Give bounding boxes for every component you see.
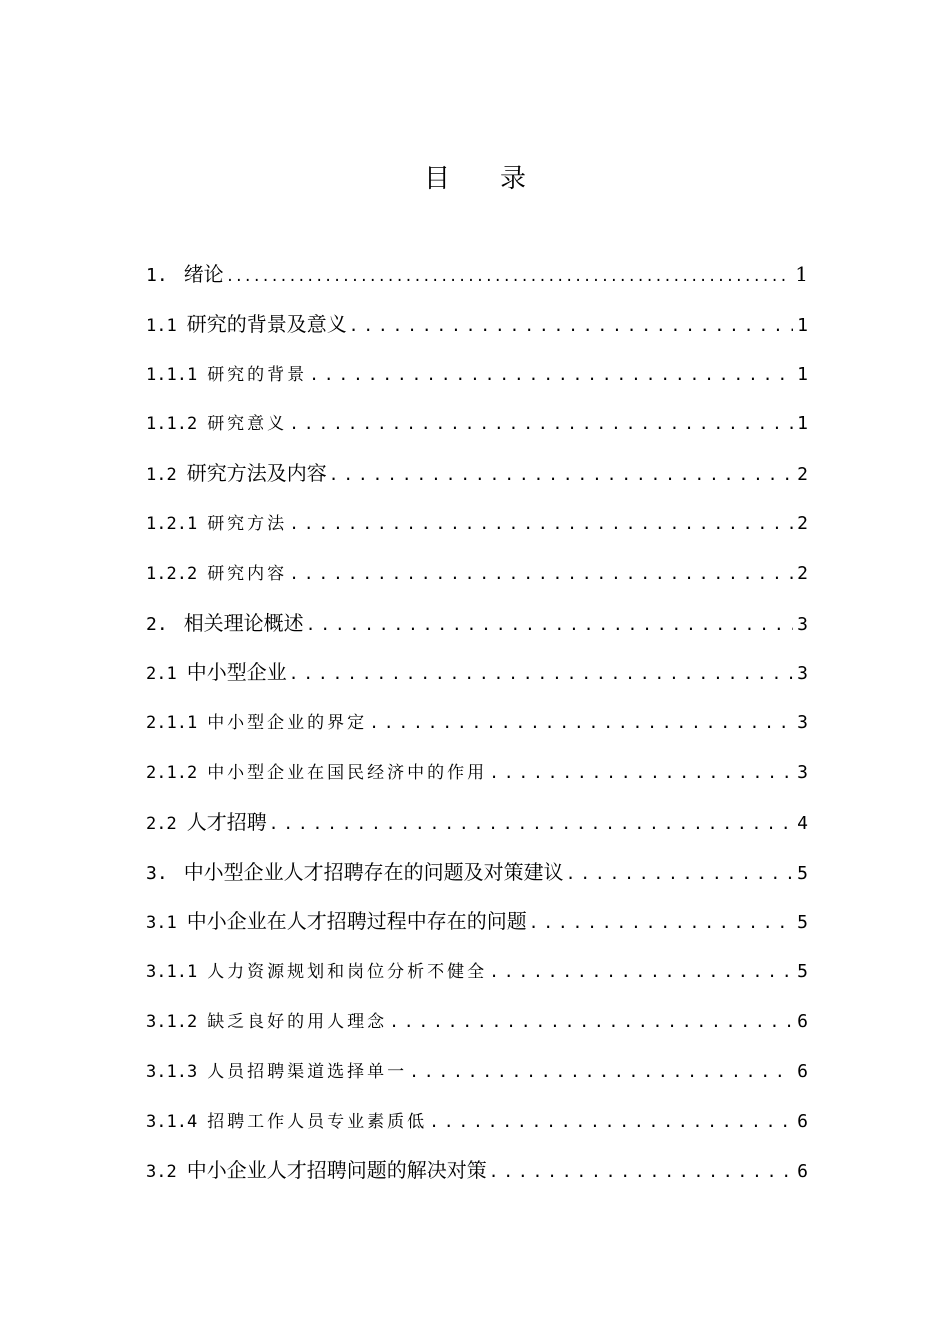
toc-entry-page-number: 1: [797, 363, 808, 385]
toc-entry-label: 人才招聘: [186, 809, 267, 834]
toc-entry-page-number: 3: [797, 761, 808, 783]
toc-entry-page-number: 2: [797, 512, 808, 534]
toc-entry-number: 2.1.2: [146, 762, 198, 783]
toc-entry-page-number: 3: [797, 613, 808, 635]
toc-dot-leader: [289, 549, 793, 599]
toc-entry-label: 研究内容: [207, 563, 288, 584]
toc-dot-leader: [349, 301, 793, 351]
toc-entry-label: 绪论: [183, 262, 224, 286]
toc-entry[interactable]: [146, 997, 808, 1047]
toc-dot-leader: [389, 997, 793, 1047]
toc-entry-number: 1.2.1: [146, 513, 198, 534]
toc-entry-number: 3.: [146, 862, 168, 884]
toc-entry-page-number: 5: [797, 912, 808, 934]
toc-entry-number: 3.2: [146, 1162, 177, 1183]
toc-entry-number: 1.2.2: [146, 563, 198, 584]
toc-entry-number: 3.1.3: [146, 1061, 198, 1082]
toc-dot-leader: [226, 253, 792, 303]
toc-entry-page-number: 5: [797, 862, 808, 884]
toc-dot-leader: [289, 399, 793, 449]
toc-heading-char-1: 目: [423, 164, 450, 194]
toc-entry-page-number: 4: [797, 812, 808, 834]
toc-entry[interactable]: [146, 449, 808, 499]
toc-dot-leader: [309, 350, 793, 400]
toc-entry-number: 1.: [146, 265, 168, 286]
toc-dot-leader: [409, 1047, 793, 1097]
toc-entry-label: 中小型企业的界定: [207, 713, 368, 734]
toc-list: [146, 250, 808, 1196]
toc-entry-number: 3.1.1: [146, 962, 198, 983]
toc-dot-leader: [369, 698, 793, 748]
toc-entry-number: 1.1.1: [146, 364, 198, 385]
toc-entry[interactable]: [146, 1047, 808, 1097]
toc-dot-leader: [529, 898, 793, 948]
toc-entry-number: 2.1: [146, 664, 177, 685]
toc-entry-number: 3.1: [146, 913, 177, 934]
toc-entry-label: 中小企业人才招聘问题的解决对策: [186, 1158, 487, 1183]
toc-entry-label: 相关理论概述: [183, 610, 304, 635]
toc-entry[interactable]: [146, 648, 808, 698]
toc-entry[interactable]: [146, 350, 808, 400]
toc-entry-label: 研究意义: [207, 414, 288, 435]
toc-dot-leader: [489, 947, 793, 997]
toc-entry-number: 2.: [146, 613, 168, 635]
toc-dot-leader: [289, 499, 793, 549]
toc-entry[interactable]: [146, 1097, 808, 1147]
toc-entry-label: 研究的背景: [207, 364, 308, 385]
toc-entry-page-number: 6: [797, 1010, 808, 1032]
toc-dot-leader: [489, 748, 793, 798]
toc-entry-label: 中小企业在人才招聘过程中存在的问题: [186, 909, 527, 934]
toc-entry[interactable]: [146, 1146, 808, 1196]
toc-entry-label: 中小型企业在国民经济中的作用: [207, 762, 488, 783]
toc-entry[interactable]: [146, 848, 808, 898]
toc-heading: [0, 158, 950, 195]
toc-dot-leader: [566, 849, 793, 899]
toc-entry-label: 研究方法及内容: [186, 461, 327, 486]
toc-dot-leader: [329, 450, 793, 500]
toc-entry-page-number: 1: [795, 262, 808, 286]
toc-entry-page-number: 5: [797, 961, 808, 983]
toc-entry[interactable]: [146, 399, 808, 449]
toc-dot-leader: [289, 649, 793, 699]
toc-entry[interactable]: [146, 947, 808, 997]
toc-entry-label: 中小型企业: [186, 660, 287, 685]
toc-dot-leader: [489, 1147, 793, 1197]
toc-entry[interactable]: [146, 798, 808, 848]
toc-entry-page-number: 2: [797, 562, 808, 584]
toc-entry-number: 1.2: [146, 465, 177, 486]
toc-dot-leader: [306, 600, 793, 650]
toc-entry-page-number: 3: [797, 712, 808, 734]
toc-entry-label: 招聘工作人员专业素质低: [207, 1111, 428, 1132]
toc-heading-char-2: 录: [500, 164, 527, 194]
toc-entry-label: 研究的背景及意义: [186, 311, 347, 336]
toc-entry[interactable]: [146, 599, 808, 649]
toc-entry-page-number: 6: [797, 1060, 808, 1082]
toc-entry[interactable]: [146, 897, 808, 947]
toc-entry-label: 缺乏良好的用人理念: [207, 1011, 388, 1032]
toc-entry-page-number: 6: [797, 1110, 808, 1132]
toc-entry-page-number: 1: [797, 314, 808, 336]
toc-entry[interactable]: [146, 250, 808, 300]
toc-entry-number: 3.1.4: [146, 1111, 198, 1132]
toc-entry[interactable]: [146, 499, 808, 549]
toc-entry-label: 中小型企业人才招聘存在的问题及对策建议: [183, 859, 564, 884]
toc-entry-label: 人力资源规划和岗位分析不健全: [207, 962, 488, 983]
toc-entry-page-number: 1: [797, 413, 808, 435]
toc-entry-number: 3.1.2: [146, 1011, 198, 1032]
toc-entry-number: 2.2: [146, 813, 177, 834]
toc-entry-number: 2.1.1: [146, 713, 198, 734]
toc-entry[interactable]: [146, 748, 808, 798]
toc-entry-page-number: 6: [797, 1161, 808, 1183]
toc-entry[interactable]: [146, 698, 808, 748]
toc-entry-number: 1.1.2: [146, 414, 198, 435]
toc-entry[interactable]: [146, 300, 808, 350]
toc-dot-leader: [429, 1097, 793, 1147]
toc-entry-label: 研究方法: [207, 513, 288, 534]
toc-entry[interactable]: [146, 549, 808, 599]
toc-entry-page-number: 3: [797, 663, 808, 685]
toc-entry-number: 1.1: [146, 315, 177, 336]
toc-entry-page-number: 2: [797, 464, 808, 486]
toc-dot-leader: [269, 799, 793, 849]
toc-entry-label: 人员招聘渠道选择单一: [207, 1061, 408, 1082]
